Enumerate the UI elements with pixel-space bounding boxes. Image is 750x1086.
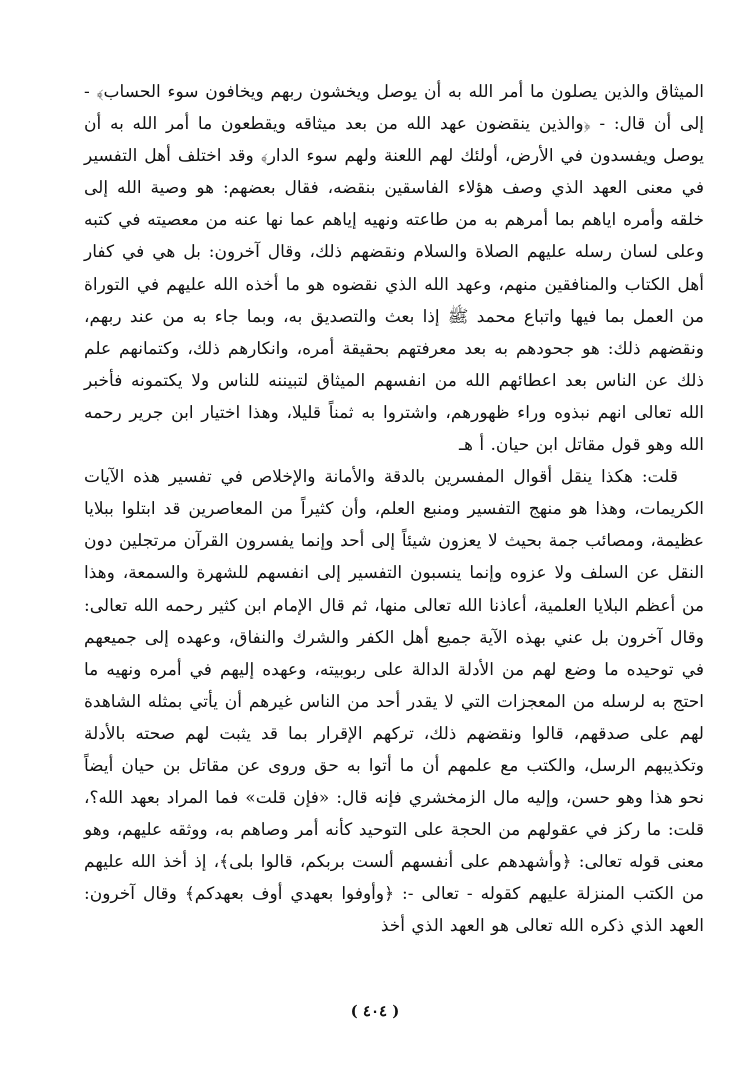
paragraph-2: قلت: هكذا ينقل أقوال المفسرين بالدقة والأمانة والإخلاص في تفسير هذه الآيات الكريمات، وهذا هو منهج التفسير ومنبع العلم، وأن كثيراً من المعاصرين قد ابتلوا ببلايا عظيمة، ومصائب جمة بحيث لا يعزون شيئاً إلى أحد وإنما يفسرون القرآن مرتجلين دون النقل عن السلف ولا عزوه وإنما ينسبون التفسير إلى انفسهم للشهرة والسمعة، وهذا من أعظم البلايا العلمية، أعاذنا الله تعالى منها، ثم قال الإمام ابن كثير رحمه الله تعالى: وقال آخرون بل عني بهذه الآية جميع أهل الكفر والشرك والنفاق، وعهده إلى جميعهم في توحيده ما وضع لهم من الأدلة الدالة على ربوبيته، وعهده إليهم في أمره ونهيه ما احتج به لرسله من المعجزات التي لا يقدر أحد من الناس غيرهم أن يأتي بمثله الشاهدة لهم على صدقهم، قالوا ونقضهم ذلك، تركهم الإقرار بما قد يثبت لهم صحته بالأدلة وتكذيبهم الرسل، والكتب مع علمهم أن ما أتوا به حق وروى عن مقاتل بن حيان أيضاً نحو هذا وهو حسن، وإليه مال الزمخشري فإنه قال: «فإن قلت» فما المراد بعهد الله؟، قلت: ما ركز في عقولهم من الحجة على التوحيد كأنه أمر وصاهم به، ووثقه عليهم، وهو معنى قوله تعالى: ﴿وأشهدهم على أنفسهم ألست بربكم، قالوا بلى﴾، إذ أخذ الله عليهم من الكتب المنزلة عليهم كقوله - تعالى -: ﴿وأوفوا بعهدي أوف بعهدكم﴾ وقال آخرون: العهد الذي ذكره الله تعالى هو العهد الذي أخذ [84,467,704,937]
body-text [84,76,704,943]
paragraph-1: الميثاق والذين يصلون ما أمر الله به أن يوصل ويخشون ربهم ويخافون سوء الحساب﴾ - إلى أن قال: - ﴿والذين ينقضون عهد الله من بعد ميثاقه ويقطعون ما أمر الله به أن يوصل ويفسدون في الأرض، أولئك لهم اللعنة ولهم سوء الدار﴾ وقد اختلف أهل التفسير في معنى العهد الذي وصف هؤلاء الفاسقين بنقضه، فقال بعضهم: هو وصية الله إلى خلقه وأمره اياهم بما أمرهم به من طاعته ونهيه إياهم عما نها عنه من معصيته في كتبه وعلى لسان رسله عليهم الصلاة والسلام ونقضهم ذلك، وقال آخرون: بل هي في كفار أهل الكتاب والمنافقين منهم، وعهد الله الذي نقضوه هو ما أخذه الله عليهم في التوراة من العمل بما فيها واتباع محمد ﷺ إذا بعث والتصديق به، وبما جاء به من عند ربهم، ونقضهم ذلك: هو جحودهم به بعد معرفتهم بحقيقة أمره، وانكارهم ذلك، وكتمانهم علم ذلك عن الناس بعد اعطائهم الله من انفسهم الميثاق لتبيننه للناس ولا يكتمونه فأخبر الله تعالى انهم نبذوه وراء ظهورهم، واشتروا به ثمناً قليلا، وهذا اختيار ابن جرير رحمه الله وهو قول مقاتل ابن حيان. أ هـ [84,82,704,456]
page-number: ( ٤٠٤ ) [350,1002,400,1020]
